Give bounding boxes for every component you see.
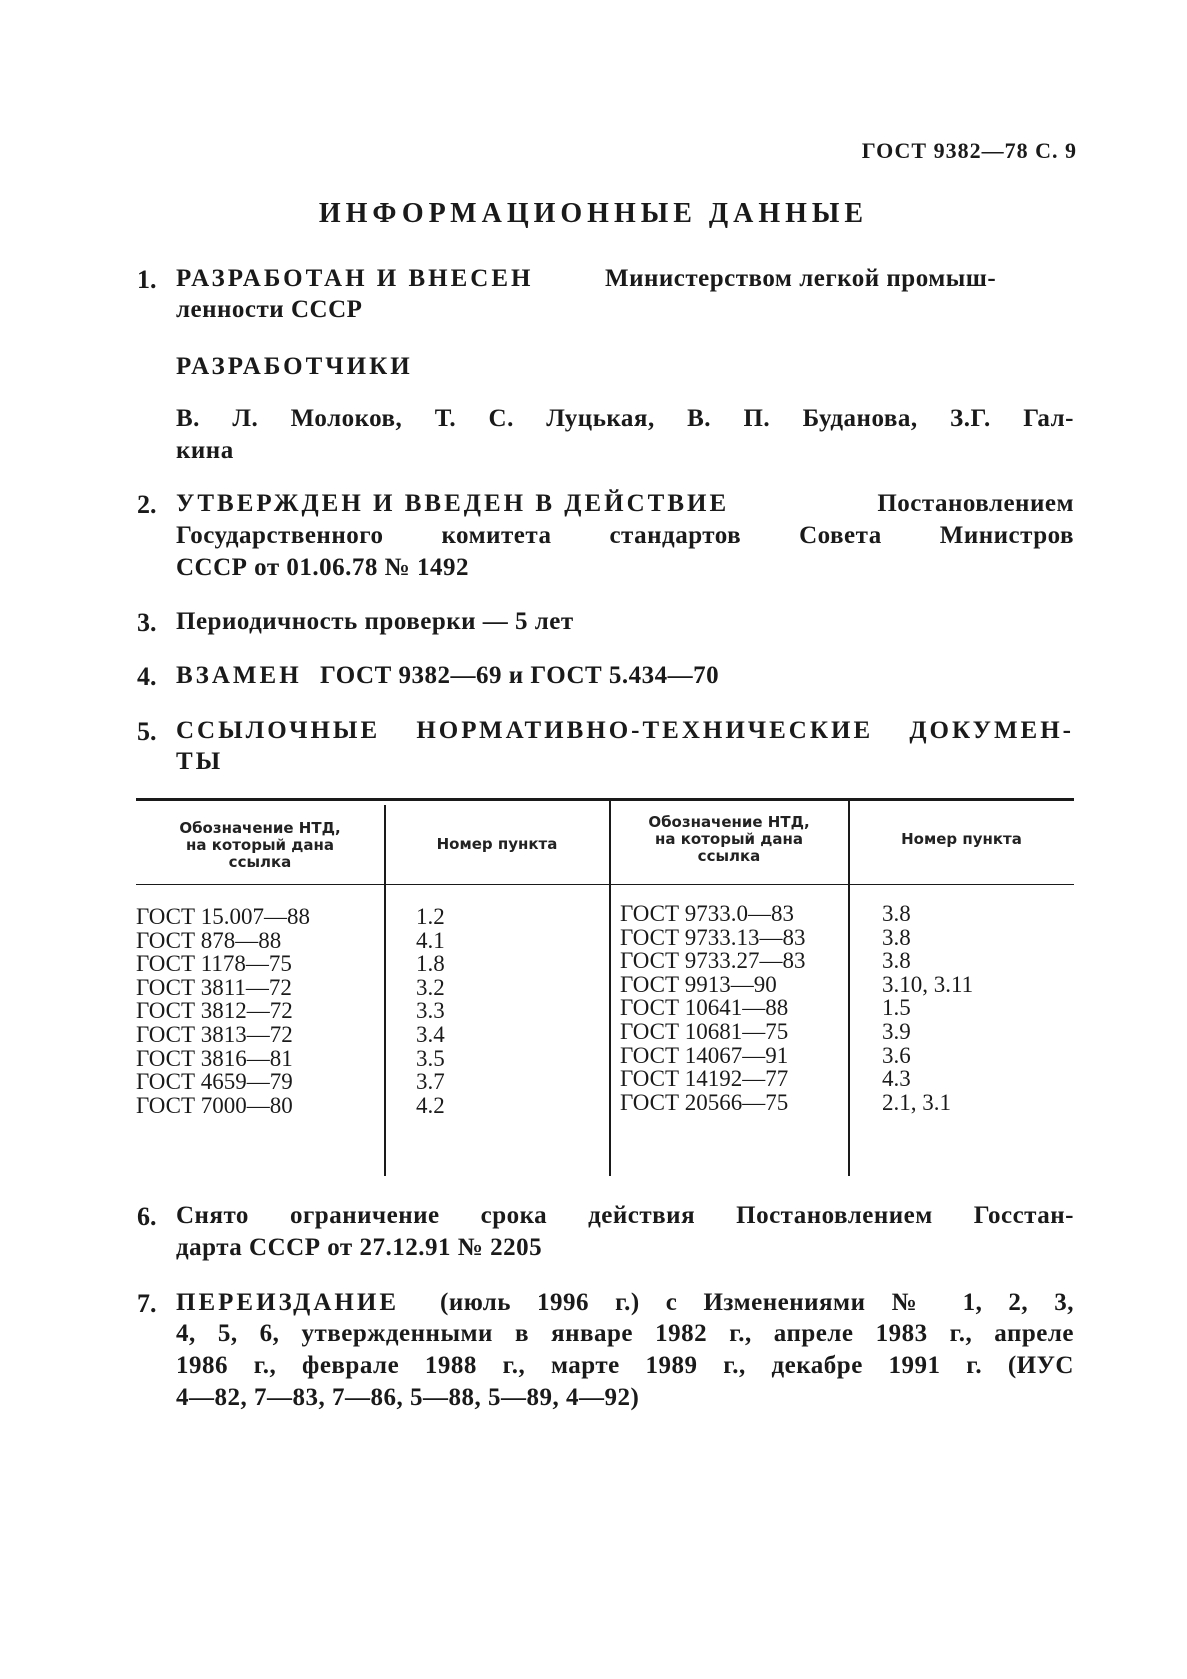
table-cell-point: 3.7 (416, 1069, 445, 1095)
table-cell-point: 3.2 (416, 974, 445, 1000)
table-cell-doc: ГОСТ 3813—72 (136, 1021, 293, 1047)
table-col-divider-1 (384, 805, 386, 1176)
right-docs-column (620, 902, 806, 1114)
item-1-number: 1. (137, 265, 157, 294)
table-cell-doc: ГОСТ 14192—77 (620, 1066, 789, 1092)
item-1-lead: РАЗРАБОТАН И ВНЕСЕН (176, 265, 534, 292)
table-col-divider-3 (848, 801, 850, 1176)
table-cell-doc: ГОСТ 15.007—88 (136, 904, 311, 929)
table-header-point-right: Номер пункта (901, 830, 1022, 848)
item-6-line2: дарта СССР от 27.12.91 № 2205 (176, 1234, 543, 1261)
table-cell-point: 3.4 (416, 1021, 445, 1047)
table-cell-doc: ГОСТ 4659—79 (136, 1069, 293, 1095)
table-header-ntd-right: Обозначение НТД, на который дана ссылка (648, 813, 810, 865)
table-cell-point: 3.6 (882, 1042, 911, 1068)
developers-heading: РАЗРАБОТЧИКИ (176, 353, 413, 380)
table-cell-point: 4.3 (882, 1066, 911, 1092)
table-cell-doc: ГОСТ 9733.13—83 (620, 924, 806, 950)
table-cell-doc: ГОСТ 9733.0—83 (620, 901, 795, 926)
table-cell-point: 3.8 (882, 924, 911, 950)
item-2-text-line2: Государственного комитета стандартов Совета Министров (176, 522, 1074, 549)
table-cell-doc: ГОСТ 10641—88 (620, 995, 789, 1021)
table-cell-point: 3.5 (416, 1045, 445, 1071)
table-cell-point: 4.2 (416, 1092, 445, 1118)
table-cell-point: 1.5 (882, 995, 911, 1021)
item-4-lead: ВЗАМЕН (176, 662, 302, 689)
item-4-number: 4. (137, 662, 157, 691)
right-points-column (882, 902, 973, 1114)
item-6-number: 6. (137, 1202, 157, 1231)
item-4-text: ГОСТ 9382—69 и ГОСТ 5.434—70 (320, 662, 720, 689)
table-cell-point: 3.8 (882, 948, 911, 974)
item-3-text: Периодичность проверки — 5 лет (176, 608, 574, 635)
table-cell-doc: ГОСТ 1178—75 (136, 951, 292, 977)
left-docs-column (136, 905, 310, 1117)
table-cell-doc: ГОСТ 14067—91 (620, 1042, 789, 1068)
table-cell-point: 1.2 (416, 904, 445, 929)
table-cell-doc: ГОСТ 9733.27—83 (620, 948, 806, 974)
table-cell-doc: ГОСТ 9913—90 (620, 971, 777, 997)
item-2-lead: УТВЕРЖДЕН И ВВЕДЕН В ДЕЙСТВИЕ (176, 490, 730, 517)
table-cell-point: 1.8 (416, 951, 445, 977)
table-cell-doc: ГОСТ 7000—80 (136, 1092, 293, 1118)
table-cell-doc: ГОСТ 20566—75 (620, 1089, 789, 1115)
item-2-text-line1: Постановлением (877, 490, 1074, 517)
item-7-line1-rest: (июль 1996 г.) с Изменениями № 1, 2, 3, (440, 1289, 1074, 1316)
table-cell-doc: ГОСТ 3812—72 (136, 998, 293, 1024)
table-cell-point: 3.10, 3.11 (882, 971, 974, 997)
item-5-lead-line2: ТЫ (176, 748, 224, 775)
item-5-lead-line1: ССЫЛОЧНЫЕ НОРМАТИВНО-ТЕХНИЧЕСКИЕ ДОКУМЕН- (176, 717, 1074, 744)
table-cell-point: 3.8 (882, 901, 911, 926)
table-cell-doc: ГОСТ 10681—75 (620, 1018, 789, 1044)
table-cell-point: 3.9 (882, 1018, 911, 1044)
table-cell-doc: ГОСТ 3816—81 (136, 1045, 293, 1071)
item-2-text-line3: СССР от 01.06.78 № 1492 (176, 554, 470, 581)
table-header-rule (136, 884, 1074, 885)
item-5-number: 5. (137, 717, 157, 746)
table-header-ntd-left: Обозначение НТД, на который дана ссылка (179, 819, 341, 871)
item-6-line1: Снято ограничение срока действия Постановлением Госстан- (176, 1202, 1074, 1229)
item-2-number: 2. (137, 490, 157, 519)
table-cell-point: 3.3 (416, 998, 445, 1024)
item-1-text-line1: Министерством легкой промыш- (605, 265, 997, 292)
developers-line2: кина (176, 437, 234, 464)
item-7-line2: 4, 5, 6, утвержденными в январе 1982 г., апреле 1983 г., апреле (176, 1320, 1074, 1347)
item-7-number: 7. (137, 1289, 157, 1318)
table-header-point-left: Номер пункта (436, 835, 558, 853)
table-cell-doc: ГОСТ 3811—72 (136, 974, 292, 1000)
left-points-column (416, 905, 445, 1117)
table-top-rule (136, 798, 1074, 801)
page-header: ГОСТ 9382—78 С. 9 (861, 138, 1077, 163)
item-3-number: 3. (137, 608, 157, 637)
item-7-line4: 4—82, 7—83, 7—86, 5—88, 5—89, 4—92) (176, 1384, 640, 1411)
table-cell-doc: ГОСТ 878—88 (136, 927, 282, 953)
developers-line1: В. Л. Молоков, Т. С. Луцькая, В. П. Буданова, З.Г. Гал- (176, 405, 1074, 432)
item-1-text-line2: ленности СССР (176, 296, 363, 323)
item-7-line3: 1986 г., феврале 1988 г., марте 1989 г., декабре 1991 г. (ИУС (176, 1352, 1074, 1379)
table-cell-point: 2.1, 3.1 (882, 1089, 951, 1115)
references-table (136, 798, 1074, 1176)
item-7-lead: ПЕРЕИЗДАНИЕ (176, 1289, 400, 1316)
page-title: ИНФОРМАЦИОННЫЕ ДАННЫЕ (318, 198, 869, 229)
table-cell-point: 4.1 (416, 927, 445, 953)
